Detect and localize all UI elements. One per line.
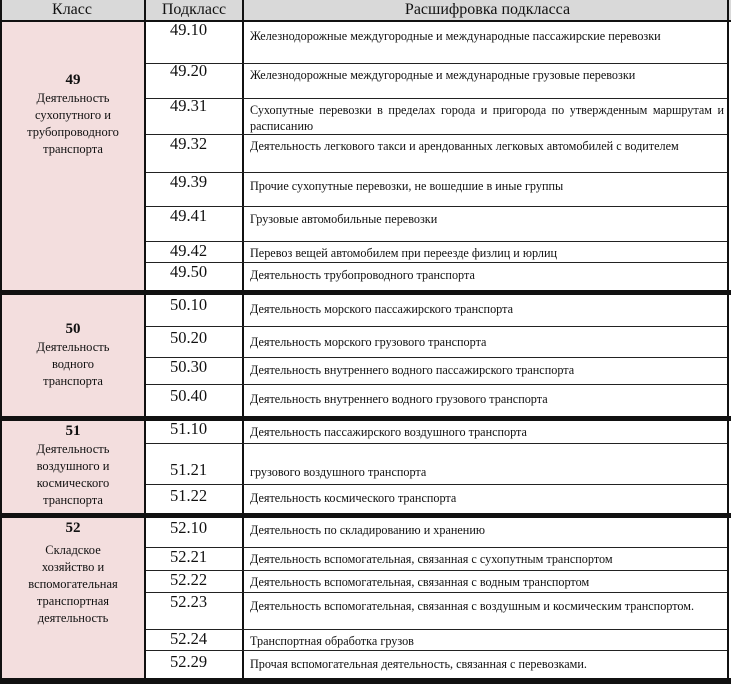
subclass-code: 49.42 xyxy=(170,241,208,260)
subclass-description: Деятельность по складированию и хранению xyxy=(250,523,485,537)
class-title-line: сухопутного и xyxy=(35,108,111,122)
class-title-line: трубопроводного xyxy=(27,125,119,139)
class-number: 52 xyxy=(65,520,81,536)
subclass-code: 49.41 xyxy=(170,206,208,225)
class-title-line: вспомогательная xyxy=(28,577,118,591)
subclass-code: 49.20 xyxy=(170,61,208,80)
subclass-description: Деятельность космического транспорта xyxy=(250,491,457,505)
subclass-description: Деятельность внутреннего водного грузового транспорта xyxy=(250,392,548,406)
subclass-code: 51.21 xyxy=(170,460,208,479)
subclass-description: Сухопутные перевозки в пределах города и пригорода по утвержденным маршрутам и расписанию xyxy=(250,103,724,133)
class-number: 50 xyxy=(65,321,81,337)
class-title-line: Деятельность xyxy=(36,91,110,105)
subclass-code: 49.10 xyxy=(170,20,208,39)
class-title-line: деятельность xyxy=(37,611,109,625)
class-title-line: транспорта xyxy=(43,374,103,388)
class-number: 49 xyxy=(65,72,81,88)
class-separator xyxy=(0,416,731,421)
subclass-description: Деятельность морского грузового транспорта xyxy=(250,335,487,349)
subclass-code: 52.24 xyxy=(170,629,208,648)
subclass-description: Деятельность вспомогательная, связанная с водным транспортом xyxy=(250,575,590,589)
subclass-code: 49.50 xyxy=(170,262,208,281)
subclass-description: Железнодорожные междугородные и международные грузовые перевозки xyxy=(250,68,636,82)
class-title-line: Деятельность xyxy=(36,442,110,456)
subclass-code: 52.29 xyxy=(170,652,208,671)
row-divider xyxy=(146,443,727,444)
class-title-line: Складское xyxy=(45,543,101,557)
subclass-description: Деятельность морского пассажирского транспорта xyxy=(250,302,513,316)
class-title-line: водного xyxy=(51,357,95,371)
subclass-description: Деятельность вспомогательная, связанная с сухопутным транспортом xyxy=(250,552,613,566)
column-divider xyxy=(242,0,244,684)
class-cell-51 xyxy=(2,421,144,513)
class-separator xyxy=(0,513,731,518)
row-divider xyxy=(146,384,727,385)
subclass-code: 52.22 xyxy=(170,570,208,589)
table-border-right xyxy=(727,0,729,684)
class-cell-49 xyxy=(2,22,144,290)
class-cell-52 xyxy=(2,518,144,678)
subclass-description: Прочие сухопутные перевозки, не вошедшие в иные группы xyxy=(250,179,564,193)
class-title-line: Деятельность xyxy=(36,340,110,354)
subclass-code: 49.32 xyxy=(170,134,208,153)
subclass-description: Железнодорожные междугородные и международные пассажирские перевозки xyxy=(250,29,661,43)
subclass-code: 51.10 xyxy=(170,419,208,438)
header-subclass: Подкласс xyxy=(146,0,242,22)
subclass-description: Прочая вспомогательная деятельность, связанная с перевозками. xyxy=(250,657,587,671)
class-separator xyxy=(0,290,731,295)
subclass-description: Деятельность внутреннего водного пассажирского транспорта xyxy=(250,363,575,377)
row-divider xyxy=(146,484,727,485)
class-title-line: воздушного и xyxy=(36,459,110,473)
subclass-description: Деятельность вспомогательная, связанная с воздушным и космическим транспортом. xyxy=(250,599,695,613)
table-border-left xyxy=(0,0,2,684)
subclass-code: 49.39 xyxy=(170,172,208,191)
subclass-code: 49.31 xyxy=(170,96,208,115)
subclass-description: Транспортная обработка грузов xyxy=(250,634,414,648)
subclass-description: Грузовые автомобильные перевозки xyxy=(250,212,438,226)
subclass-code: 51.22 xyxy=(170,486,208,505)
class-cell-50 xyxy=(2,295,144,416)
class-title-line: транспорта xyxy=(43,493,103,507)
subclass-description: Деятельность пассажирского воздушного транспорта xyxy=(250,425,527,439)
subclass-code: 50.10 xyxy=(170,295,208,314)
subclass-description: Деятельность трубопроводного транспорта xyxy=(250,268,475,282)
header-decoding: Расшифровка подкласса xyxy=(244,0,731,22)
class-title-line: транспорта xyxy=(43,142,103,156)
subclass-description: Перевоз вещей автомобилем при переезде физлиц и юрлиц xyxy=(250,246,558,260)
subclass-code: 52.23 xyxy=(170,592,208,611)
class-number: 51 xyxy=(65,423,81,439)
class-title-line: транспортная xyxy=(36,594,110,608)
subclass-description: Деятельность легкового такси и арендованных легковых автомобилей с водителем xyxy=(250,139,679,153)
table-border-bottom xyxy=(0,678,731,684)
header-class: Класс xyxy=(0,0,144,22)
class-title-line: хозяйство и xyxy=(41,560,105,574)
subclass-code: 52.21 xyxy=(170,547,208,566)
subclass-code: 52.10 xyxy=(170,518,208,537)
class-title-line: космического xyxy=(36,476,110,490)
subclass-code: 50.40 xyxy=(170,386,208,405)
row-divider xyxy=(146,326,727,327)
row-divider xyxy=(146,650,727,651)
subclass-description: грузового воздушного транспорта xyxy=(250,465,427,479)
subclass-code: 50.20 xyxy=(170,328,208,347)
subclass-code: 50.30 xyxy=(170,357,208,376)
